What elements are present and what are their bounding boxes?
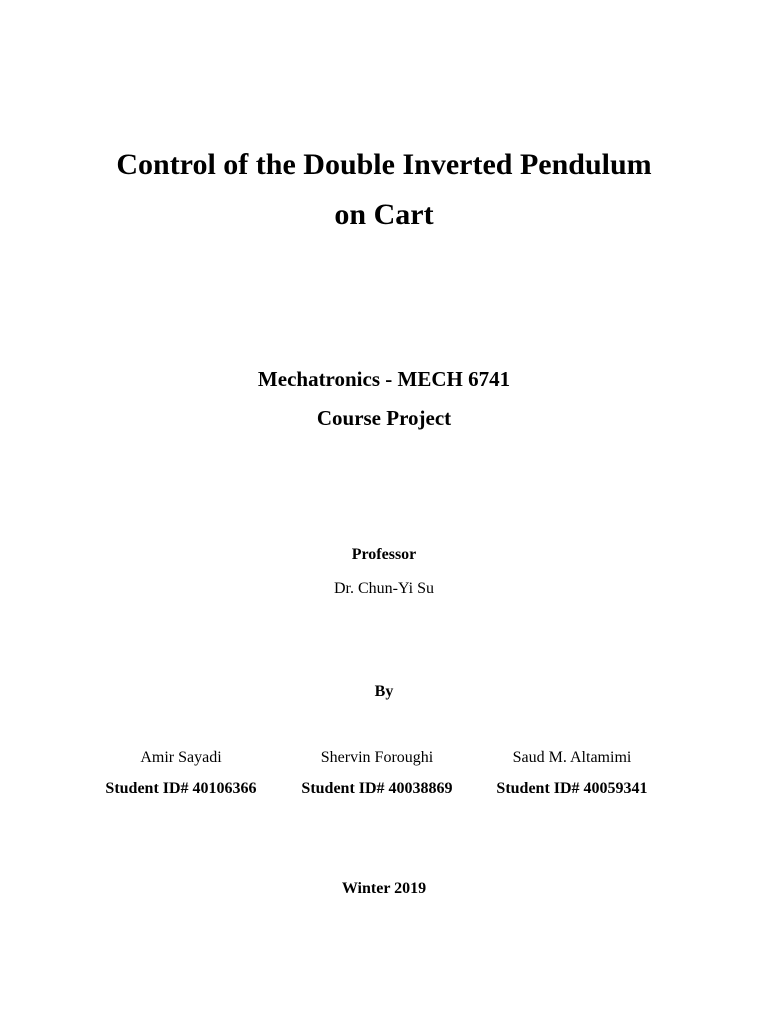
document-title-line-1: Control of the Double Inverted Pendulum — [116, 148, 652, 181]
professor-label: Professor — [351, 546, 417, 563]
professor-name: Dr. Chun-Yi Su — [333, 580, 434, 597]
author-name: Shervin Foroughi — [320, 749, 434, 766]
document-title-line-2: on Cart — [334, 198, 434, 231]
author-3 — [472, 748, 672, 799]
author-name: Saud M. Altamimi — [512, 749, 632, 766]
author-2 — [277, 748, 477, 799]
author-student-id: Student ID# 40106366 — [105, 780, 257, 797]
author-name: Amir Sayadi — [140, 749, 222, 766]
author-student-id: Student ID# 40038869 — [301, 780, 453, 797]
author-student-id: Student ID# 40059341 — [496, 780, 648, 797]
author-1 — [81, 748, 281, 799]
course-name: Mechatronics - MECH 6741 — [257, 367, 511, 391]
by-label: By — [374, 683, 394, 700]
term-date: Winter 2019 — [341, 880, 427, 897]
course-type: Course Project — [316, 406, 452, 430]
